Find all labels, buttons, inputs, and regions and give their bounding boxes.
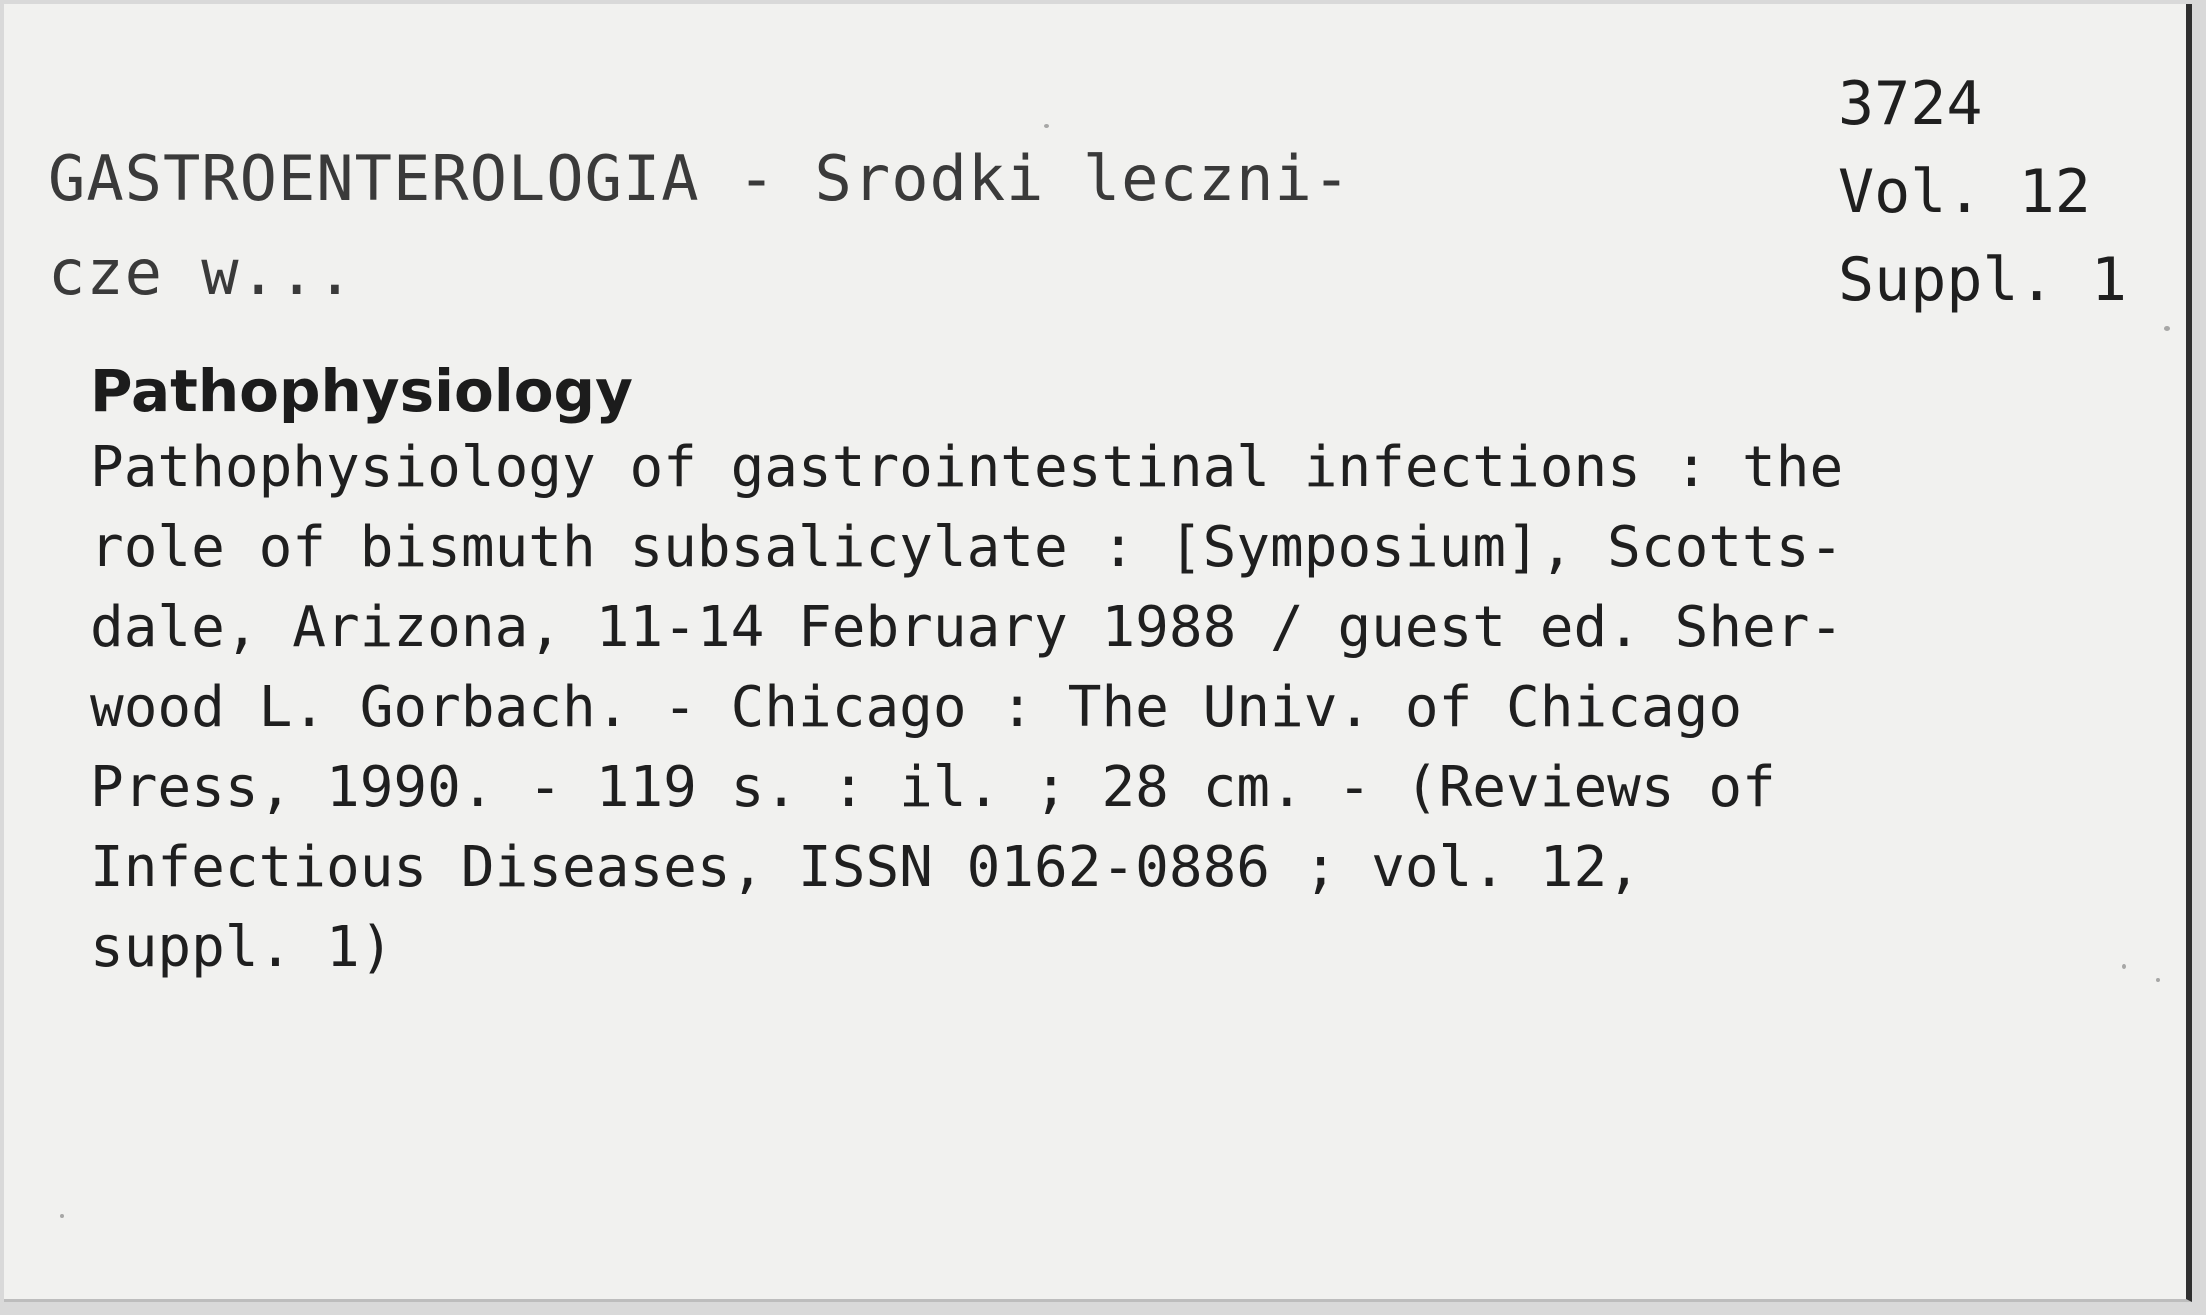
call-number (1838, 60, 2127, 324)
ink-speck (2122, 964, 2126, 969)
call-number-volume: Vol. 12 (1838, 157, 2091, 227)
entry-line-1: Pathophysiology of gastrointestinal infections : the (90, 435, 1844, 500)
call-number-supplement: Suppl. 1 (1838, 245, 2127, 315)
catalog-card (4, 4, 2192, 1302)
entry-line-3: dale, Arizona, 11-14 February 1988 / guest ed. Sher- (90, 595, 1844, 660)
call-number-id: 3724 (1838, 69, 1983, 139)
subject-heading: Pathophysiology (90, 357, 633, 425)
series-title (48, 132, 1748, 320)
entry-line-5: Press, 1990. - 119 s. : il. ; 28 cm. - (Reviews of (90, 755, 1776, 820)
ink-speck (2164, 326, 2170, 331)
bibliographic-entry (90, 428, 2150, 988)
entry-line-6: Infectious Diseases, ISSN 0162-0886 ; vol. 12, (90, 835, 1641, 900)
entry-line-2: role of bismuth subsalicylate : [Symposium], Scotts- (90, 515, 1844, 580)
entry-line-7: suppl. 1) (90, 915, 394, 980)
entry-line-4: wood L. Gorbach. - Chicago : The Univ. of Chicago (90, 675, 1743, 740)
ink-speck (1044, 124, 1049, 128)
ink-speck (2156, 978, 2160, 982)
ink-speck (60, 1214, 64, 1218)
series-title-line-2: cze w... (48, 236, 355, 309)
series-title-line-1: GASTROENTEROLOGIA - Srodki leczni- (48, 142, 1352, 215)
